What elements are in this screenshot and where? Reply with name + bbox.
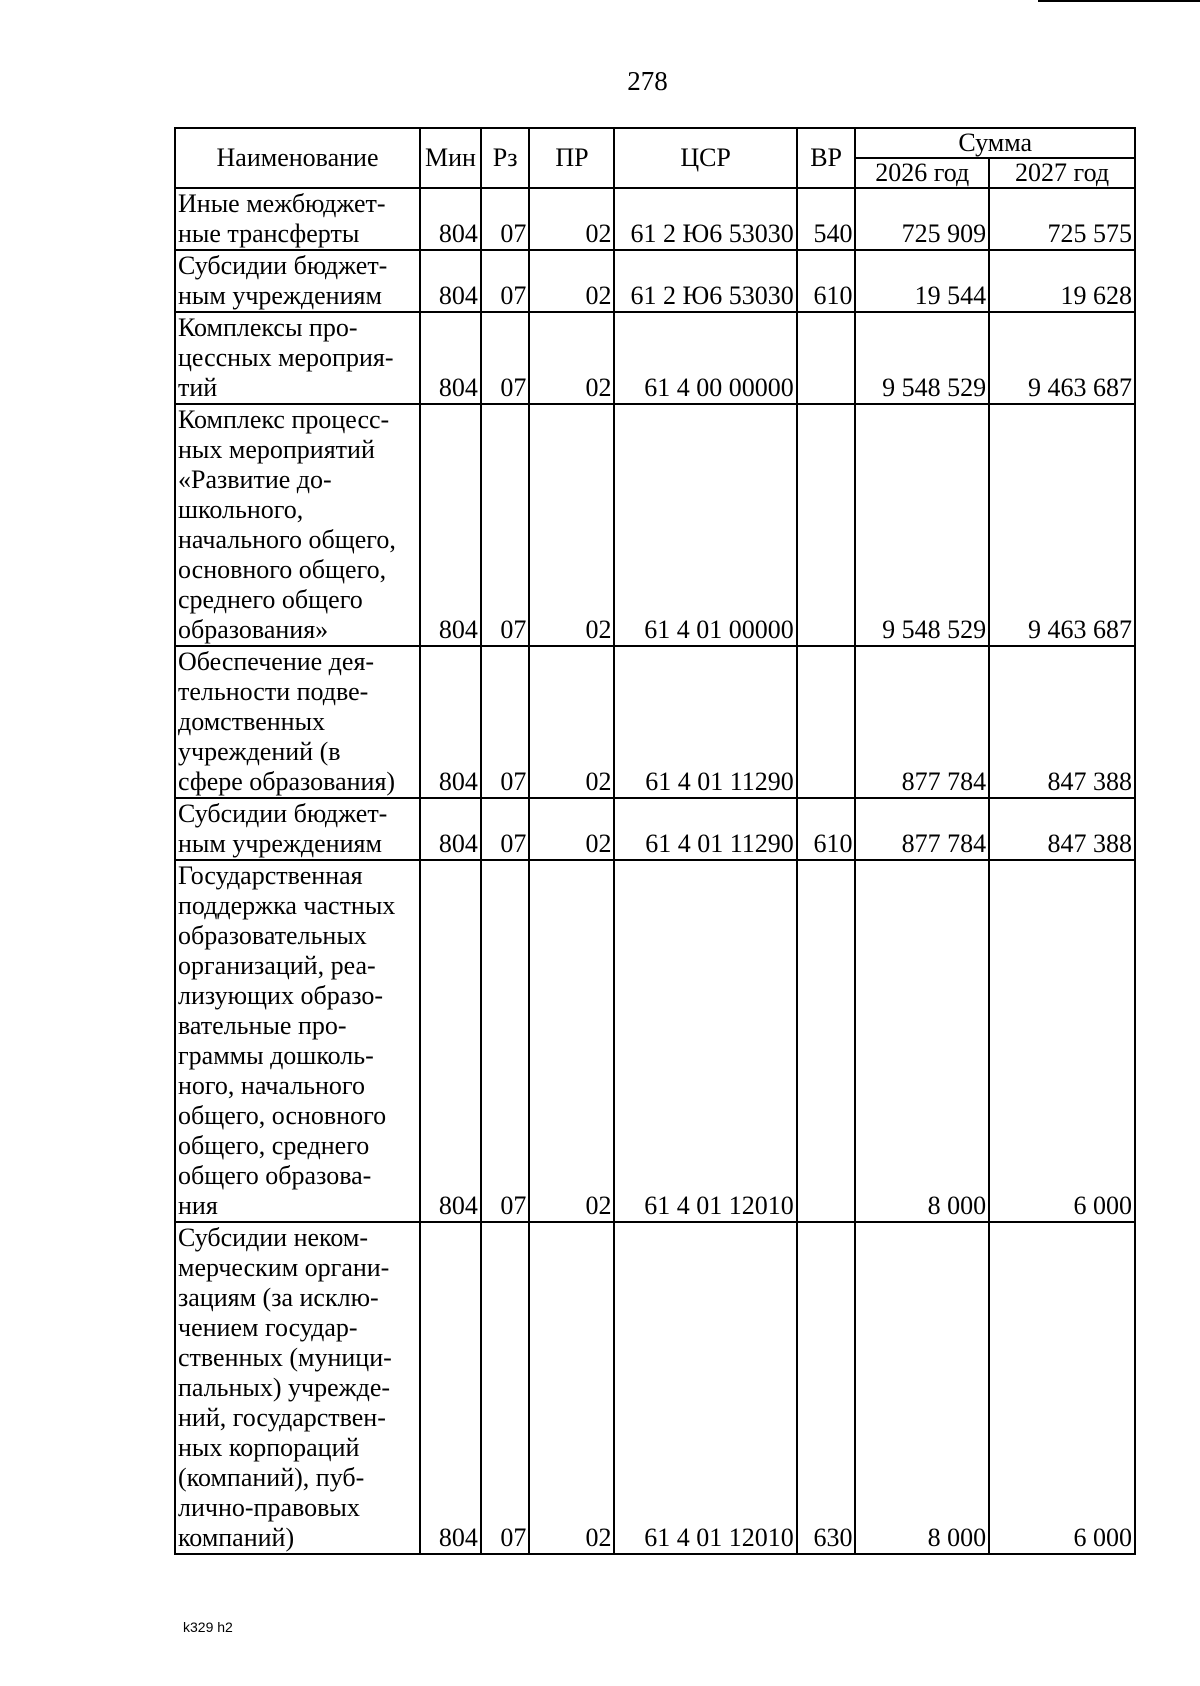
cell-2027: 19 628 (989, 250, 1135, 312)
table-row (175, 798, 1135, 860)
cell-rz: 07 (481, 312, 530, 404)
cell-2027: 847 388 (989, 646, 1135, 798)
cell-csr: 61 4 00 00000 (614, 312, 796, 404)
cell-vr: 630 (797, 1222, 856, 1554)
cell-vr: 610 (797, 250, 856, 312)
cell-2026: 877 784 (855, 798, 989, 860)
header-name: Наименование (175, 128, 420, 188)
cell-name: Иные межбюджет- ные трансферты (175, 188, 420, 250)
cell-vr (797, 312, 856, 404)
cell-pr: 02 (529, 1222, 614, 1554)
cell-name: Государственная поддержка частных образовательных организаций, реа- лизующих образо- вательные про- граммы дошколь- ного, начального общего, основного общего, среднего общего образова- ния (175, 860, 420, 1222)
cell-pr: 02 (529, 188, 614, 250)
cell-2026: 8 000 (855, 1222, 989, 1554)
cell-vr: 540 (797, 188, 856, 250)
cell-2026: 725 909 (855, 188, 989, 250)
cell-vr (797, 646, 856, 798)
cell-min: 804 (420, 798, 481, 860)
cell-2026: 8 000 (855, 860, 989, 1222)
budget-table (174, 127, 1136, 1555)
cell-2026: 9 548 529 (855, 312, 989, 404)
cell-name: Комплексы про- цессных мероприя- тий (175, 312, 420, 404)
top-rule (1038, 0, 1200, 2)
table-row (175, 250, 1135, 312)
cell-min: 804 (420, 312, 481, 404)
cell-csr: 61 4 01 12010 (614, 860, 796, 1222)
cell-rz: 07 (481, 860, 530, 1222)
cell-2026: 19 544 (855, 250, 989, 312)
cell-pr: 02 (529, 798, 614, 860)
table-row (175, 1222, 1135, 1554)
cell-csr: 61 2 Ю6 53030 (614, 188, 796, 250)
table-row (175, 404, 1135, 646)
cell-name: Субсидии бюджет- ным учреждениям (175, 798, 420, 860)
cell-2027: 6 000 (989, 1222, 1135, 1554)
header-year-2027: 2027 год (989, 158, 1135, 188)
cell-2026: 877 784 (855, 646, 989, 798)
cell-2027: 725 575 (989, 188, 1135, 250)
cell-2027: 9 463 687 (989, 404, 1135, 646)
table-row (175, 312, 1135, 404)
cell-min: 804 (420, 860, 481, 1222)
header-rz: Рз (481, 128, 530, 188)
page-number: 278 (627, 66, 668, 96)
cell-2027: 9 463 687 (989, 312, 1135, 404)
header-year-2026: 2026 год (855, 158, 989, 188)
cell-name: Комплекс процесс- ных мероприятий «Развитие до- школьного, начального общего, основного общего, среднего общего образования» (175, 404, 420, 646)
cell-pr: 02 (529, 312, 614, 404)
header-vr: ВР (797, 128, 856, 188)
cell-csr: 61 4 01 11290 (614, 798, 796, 860)
cell-rz: 07 (481, 404, 530, 646)
header-pr: ПР (529, 128, 614, 188)
table-row (175, 188, 1135, 250)
cell-vr (797, 860, 856, 1222)
cell-rz: 07 (481, 250, 530, 312)
cell-2027: 6 000 (989, 860, 1135, 1222)
cell-min: 804 (420, 1222, 481, 1554)
cell-rz: 07 (481, 646, 530, 798)
cell-csr: 61 4 01 11290 (614, 646, 796, 798)
cell-pr: 02 (529, 404, 614, 646)
cell-2026: 9 548 529 (855, 404, 989, 646)
cell-csr: 61 2 Ю6 53030 (614, 250, 796, 312)
header-min: Мин (420, 128, 481, 188)
cell-min: 804 (420, 404, 481, 646)
cell-min: 804 (420, 250, 481, 312)
cell-2027: 847 388 (989, 798, 1135, 860)
cell-pr: 02 (529, 860, 614, 1222)
cell-csr: 61 4 01 00000 (614, 404, 796, 646)
cell-rz: 07 (481, 798, 530, 860)
cell-pr: 02 (529, 250, 614, 312)
cell-min: 804 (420, 646, 481, 798)
cell-rz: 07 (481, 1222, 530, 1554)
header-sum: Сумма (855, 128, 1135, 158)
cell-min: 804 (420, 188, 481, 250)
footer-code: k329 h2 (183, 1619, 233, 1635)
cell-name: Субсидии бюджет- ным учреждениям (175, 250, 420, 312)
cell-vr (797, 404, 856, 646)
cell-rz: 07 (481, 188, 530, 250)
cell-name: Обеспечение дея- тельности подве- домственных учреждений (в сфере образования) (175, 646, 420, 798)
table-row (175, 860, 1135, 1222)
header-csr: ЦСР (614, 128, 796, 188)
cell-vr: 610 (797, 798, 856, 860)
cell-name: Субсидии неком- мерческим органи- зациям (за исклю- чением государ- ственных (муници- пальных) учрежде- ний, государствен- ных корпораций (компаний), пуб- лично-правовых компаний) (175, 1222, 420, 1554)
cell-pr: 02 (529, 646, 614, 798)
table-row (175, 646, 1135, 798)
cell-csr: 61 4 01 12010 (614, 1222, 796, 1554)
